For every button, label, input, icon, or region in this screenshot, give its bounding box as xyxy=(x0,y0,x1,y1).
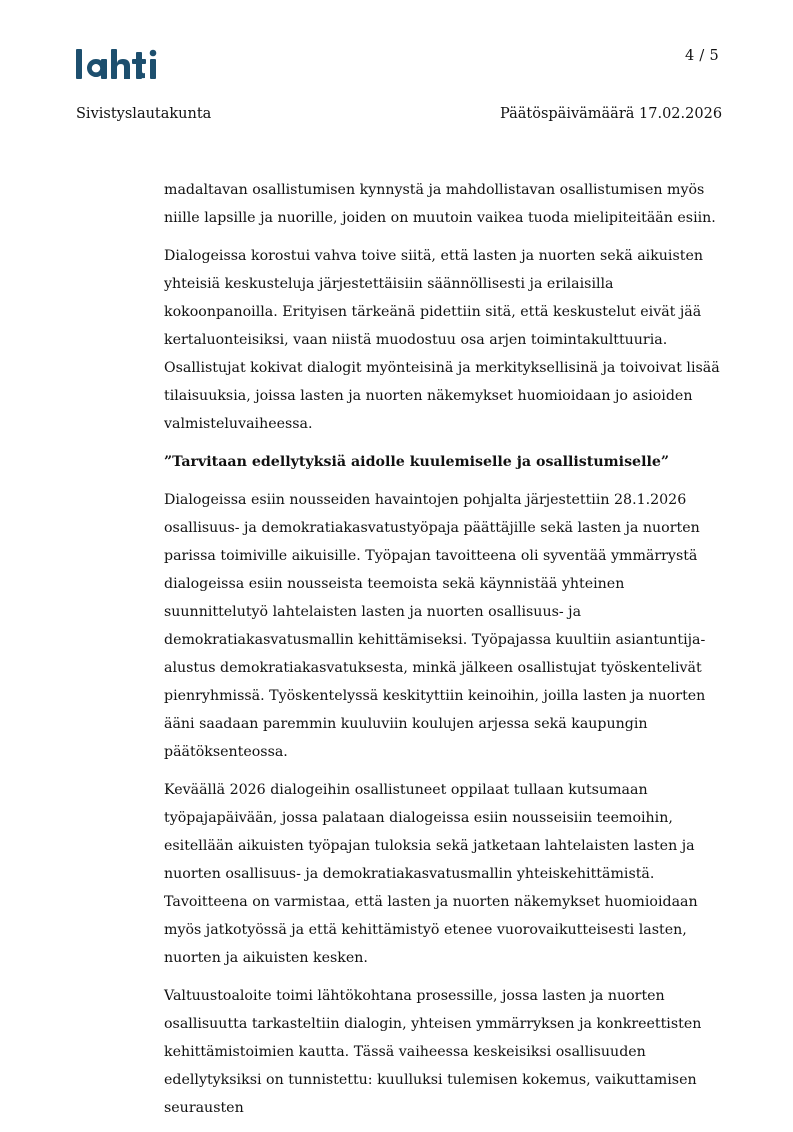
paragraph: Keväällä 2026 dialogeihin osallistuneet oppilaat tullaan kutsumaan työpajapäivään, jossa palataan dialogeissa esiin nousseisiin teemoihin, esitellään aikuisten työpajan tuloksia sekä jatketaan lahtelaisten lasten ja nuorten osallisuus- ja demokratiakasvatusmallin yhteiskehittämistä. Tavoitteena on varmistaa, että lasten ja nuorten näkemykset huomioidaan myös jatkotyössä ja että kehittämistyö etenee vuorovaikutteisesti lasten, nuorten ja aikuisten kesken. xyxy=(164,782,698,966)
page-number: 4 / 5 xyxy=(685,48,720,64)
organization-name: Sivistyslautakunta xyxy=(76,106,212,122)
lahti-logo xyxy=(76,47,168,81)
paragraph: Valtuustoaloite toimi lähtökohtana prosessille, jossa lasten ja nuorten osallisuutta tarkasteltiin dialogin, yhteisen ymmärryksen ja konkreettisten kehittämistoimien kautta. Tässä vaiheessa keskeisiksi osallisuuden edellytyksiksi on tunnistettu: kuulluksi tulemisen kokemus, vaikuttamisen seurausten xyxy=(164,988,702,1116)
paragraph: madaltavan osallistumisen kynnystä ja mahdollistavan osallistumisen myös niille lapsille ja nuorille, joiden on muutoin vaikea tuoda mielipiteitään esiin. xyxy=(164,182,716,226)
document-body xyxy=(164,176,724,1132)
paragraph: Dialogeissa esiin nousseiden havaintojen pohjalta järjestettiin 28.1.2026 osallisuus- ja demokratiakasvatustyöpaja päättäjille sekä lasten ja nuorten parissa toimiville aikuisille. Työpajan tavoitteena oli syventää ymmärrystä dialogeissa esiin nousseista teemoista sekä käynnistää yhteinen suunnittelutyö lahtelaisten lasten ja nuorten osallisuus- ja demokratiakasvatusmallin kehittämiseksi. Työpajassa kuultiin asiantuntija-alustus demokratiakasvatuksesta, minkä jälkeen osallistujat työskentelivät pienryhmissä. Työskentelyssä keskityttiin keinoihin, joilla lasten ja nuorten ääni saadaan paremmin kuuluviin koulujen arjessa sekä kaupungin päätöksenteossa. xyxy=(164,492,706,760)
decision-date: Päätöspäivämäärä 17.02.2026 xyxy=(500,106,723,122)
paragraph: Dialogeissa korostui vahva toive siitä, että lasten ja nuorten sekä aikuisten yhteisiä keskusteluja järjestettäisiin säännöllisesti ja erilaisilla kokoonpanoilla. Erityisen tärkeänä pidettiin sitä, että keskustelut eivät jää kertaluonteisiksi, vaan niistä muodostuu osa arjen toimintakulttuuria. Osallistujat kokivat dialogit myönteisinä ja merkityksellisinä ja toivoivat lisää tilaisuuksia, joissa lasten ja nuorten näkemykset huomioidaan jo asioiden valmisteluvaiheessa. xyxy=(164,248,720,432)
section-subheading: ”Tarvitaan edellytyksiä aidolle kuulemiselle ja osallistumiselle” xyxy=(164,454,670,470)
